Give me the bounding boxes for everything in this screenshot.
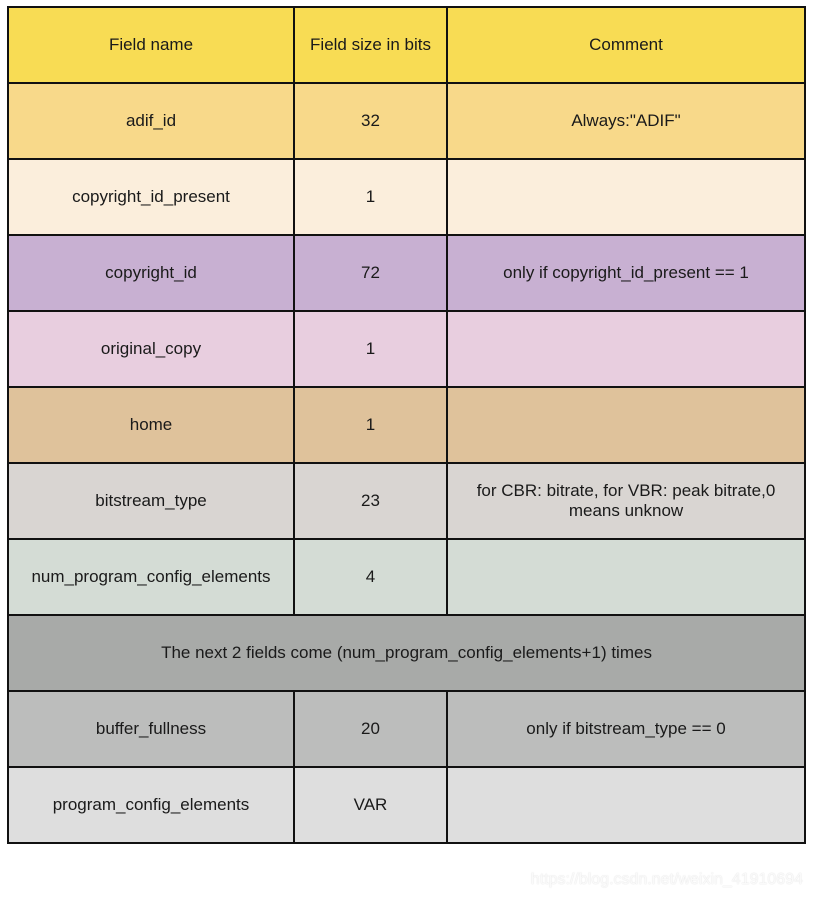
adif-header-table [7,6,806,844]
field-size-cell: 1 [294,311,447,387]
field-name-cell: num_program_config_elements [8,539,294,615]
repeat-note-cell: The next 2 fields come (num_program_config_elements+1) times [8,615,805,691]
table-row [8,767,805,843]
field-size-cell: 4 [294,539,447,615]
comment-cell [447,311,805,387]
comment-cell [447,387,805,463]
field-name-cell: buffer_fullness [8,691,294,767]
field-name-cell: bitstream_type [8,463,294,539]
comment-cell: only if bitstream_type == 0 [447,691,805,767]
header-field-name: Field name [8,7,294,83]
table-row [8,539,805,615]
comment-cell: only if copyright_id_present == 1 [447,235,805,311]
table-row [8,691,805,767]
field-size-cell: VAR [294,767,447,843]
repeat-note-row [8,615,805,691]
watermark-text: https://blog.csdn.net/weixin_41910694 [530,871,803,888]
comment-cell: Always:"ADIF" [447,83,805,159]
table-row [8,311,805,387]
header-comment: Comment [447,7,805,83]
table-row [8,159,805,235]
field-size-cell: 23 [294,463,447,539]
header-field-size: Field size in bits [294,7,447,83]
table-row [8,463,805,539]
field-size-cell: 1 [294,159,447,235]
field-size-cell: 32 [294,83,447,159]
field-size-cell: 20 [294,691,447,767]
field-size-cell: 1 [294,387,447,463]
table-row [8,83,805,159]
table-row [8,387,805,463]
field-name-cell: copyright_id_present [8,159,294,235]
comment-cell [447,159,805,235]
field-name-cell: original_copy [8,311,294,387]
table-header-row [8,7,805,83]
field-name-cell: copyright_id [8,235,294,311]
field-name-cell: adif_id [8,83,294,159]
comment-cell [447,539,805,615]
field-size-cell: 72 [294,235,447,311]
field-name-cell: program_config_elements [8,767,294,843]
field-name-cell: home [8,387,294,463]
table-row [8,235,805,311]
comment-cell: for CBR: bitrate, for VBR: peak bitrate,0 means unknow [447,463,805,539]
comment-cell [447,767,805,843]
